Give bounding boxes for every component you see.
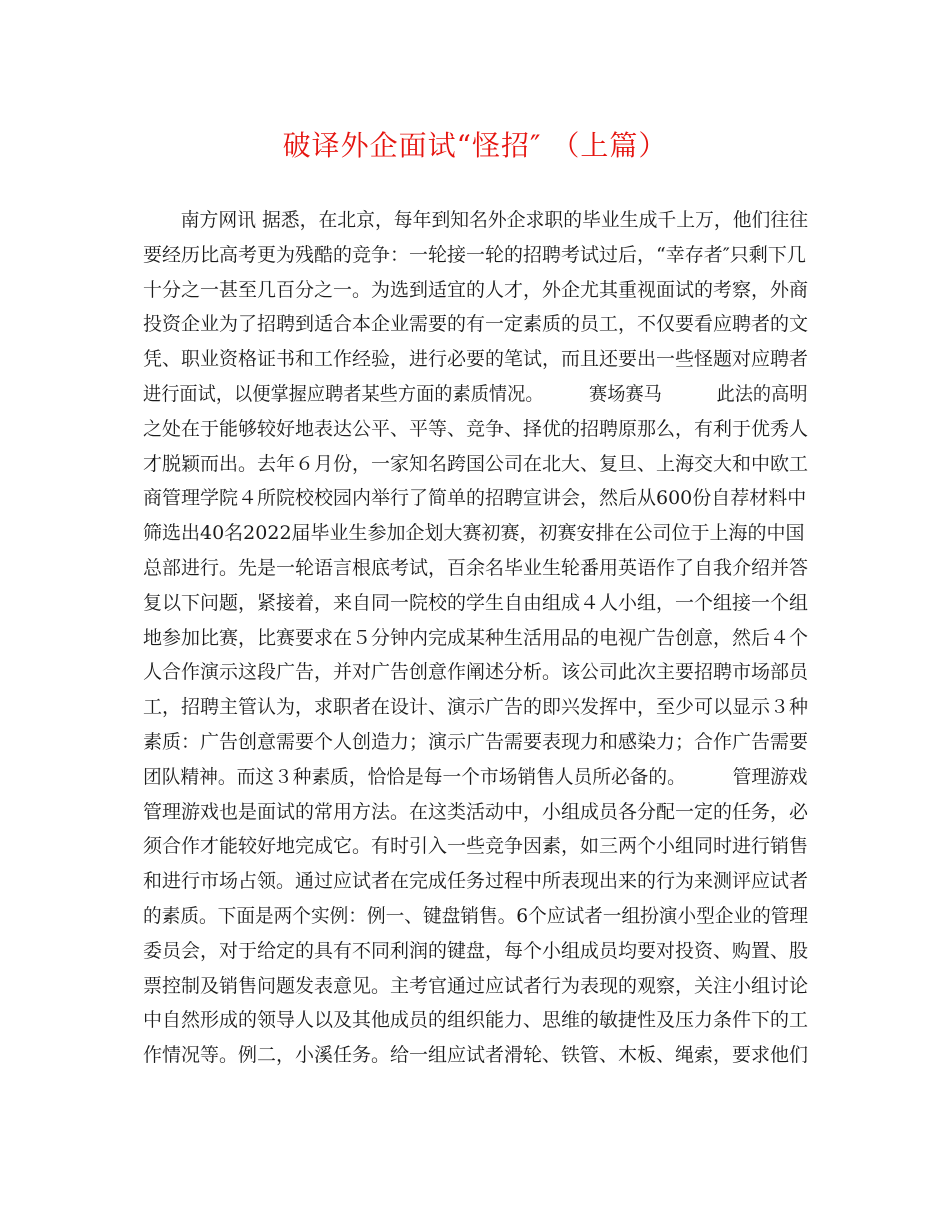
- body-line: 和进行市场占领。通过应试者在完成任务过程中所表现出来的行为来测评应试者: [143, 870, 809, 893]
- body-line: 管理游戏也是面试的常用方法。在这类活动中，小组成员各分配一定的任务，必: [143, 800, 809, 823]
- body-line: 才脱颖而出。去年６月份，一家知名跨国公司在北大、复旦、上海交大和中欧工: [143, 452, 809, 475]
- body-line: 总部进行。先是一轮语言根底考试，百余名毕业生轮番用英语作了自我介绍并答: [143, 556, 809, 579]
- body-line: 要经历比高考更为残酷的竞争：一轮接一轮的招聘考试过后，“幸存者″只剩下几: [143, 243, 806, 266]
- body-line: 进行面试，以便掌握应聘者某些方面的素质情况。 赛场赛马 此法的高明: [143, 382, 808, 405]
- body-line: 地参加比赛，比赛要求在５分钟内完成某种生活用品的电视广告创意，然后４个: [143, 626, 809, 649]
- body-line: 团队精神。而这３种素质，恰恰是每一个市场销售人员所必备的。 管理游戏: [143, 765, 808, 788]
- body-line: 筛选出40名2022届毕业生参加企划大赛初赛，初赛安排在公司位于上海的中国: [143, 522, 805, 545]
- body-line: 作情况等。例二，小溪任务。给一组应试者滑轮、铁管、木板、绳索，要求他们: [143, 1044, 809, 1067]
- body-line: 十分之一甚至几百分之一。为选到适宜的人才，外企尤其重视面试的考察，外商: [143, 278, 809, 301]
- body-line: 投资企业为了招聘到适合本企业需要的有一定素质的员工，不仅要看应聘者的文: [143, 313, 809, 336]
- body-line: 中自然形成的领导人以及其他成员的组织能力、思维的敏捷性及压力条件下的工: [143, 1009, 809, 1032]
- body-line: 人合作演示这段广告，并对广告创意作阐述分析。该公司此次主要招聘市场部员: [143, 661, 809, 684]
- body-line: 的素质。下面是两个实例：例一、键盘销售。6个应试者一组扮演小型企业的管理: [143, 904, 809, 927]
- document-body: [143, 203, 808, 1073]
- body-line: 商管理学院４所院校校园内举行了简单的招聘宣讲会，然后从600份自荐材料中: [143, 487, 807, 510]
- body-line: 工，招聘主管认为，求职者在设计、演示广告的即兴发挥中，至少可以显示３种: [143, 696, 809, 719]
- body-line: 凭、职业资格证书和工作经验，进行必要的笔试，而且还要出一些怪题对应聘者: [143, 348, 809, 371]
- body-line: 之处在于能够较好地表达公平、平等、竞争、择优的招聘原那么，有利于优秀人: [143, 417, 809, 440]
- body-line: 素质：广告创意需要个人创造力；演示广告需要表现力和感染力；合作广告需要: [143, 730, 809, 753]
- body-line: 复以下问题，紧接着，来自同一院校的学生自由组成４人小组，一个组接一个组: [143, 591, 809, 614]
- body-line: 须合作才能较好地完成它。有时引入一些竞争因素，如三两个小组同时进行销售: [143, 835, 809, 858]
- body-line: 票控制及销售问题发表意见。主考官通过应试者行为表现的观察，关注小组讨论: [143, 974, 809, 997]
- body-line: 委员会，对于给定的具有不同利润的键盘，每个小组成员均要对投资、购置、股: [143, 939, 809, 962]
- body-line: 南方网讯 据悉，在北京，每年到知名外企求职的毕业生成千上万，他们往往: [143, 209, 809, 231]
- document-title: 破译外企面试“怪招″ （上篇）: [282, 129, 668, 162]
